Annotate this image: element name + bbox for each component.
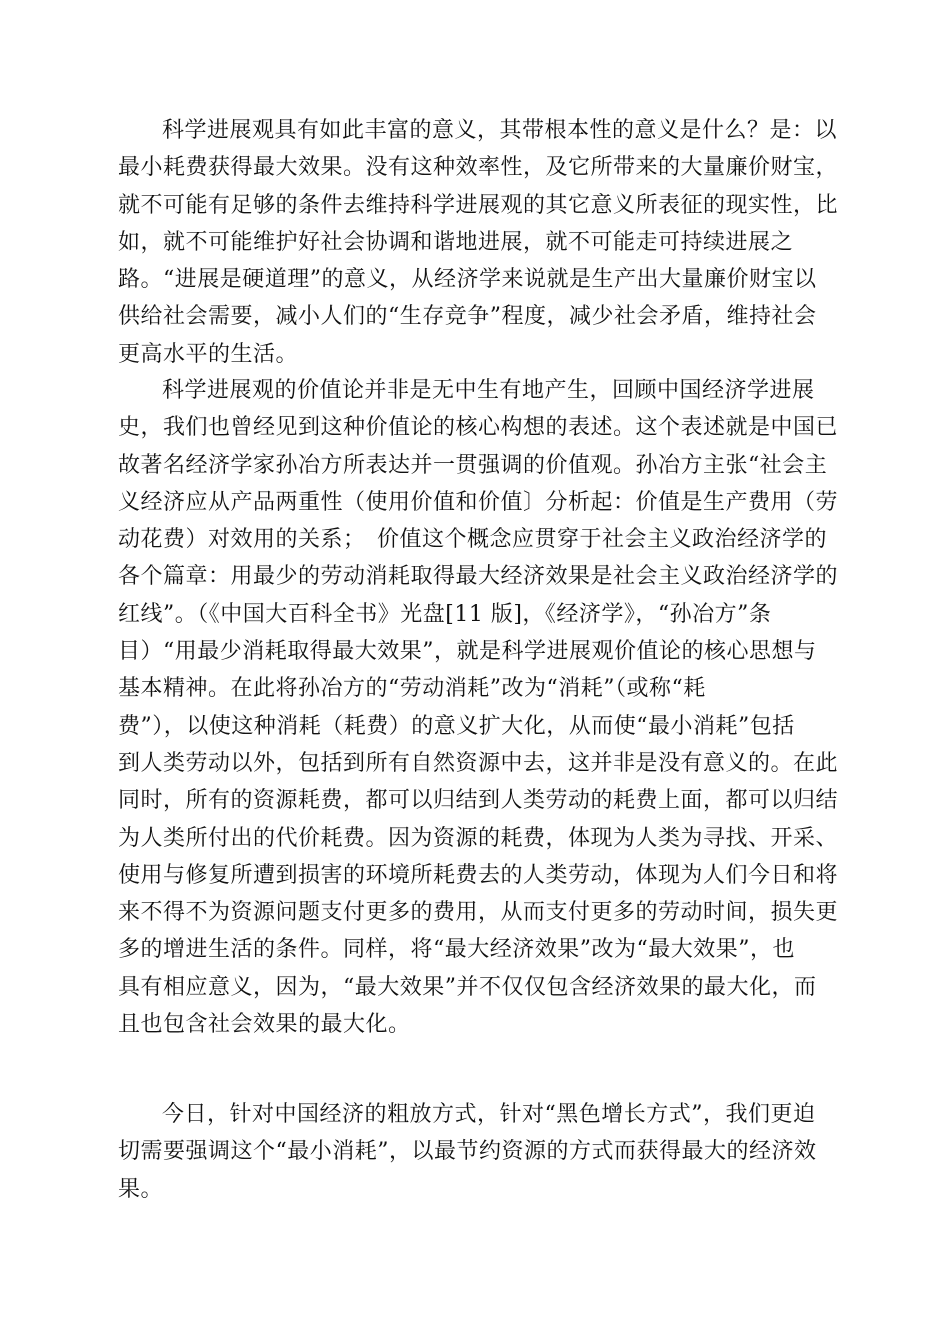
paragraph-line: 且也包含社会效果的最大化。	[118, 1012, 411, 1038]
paragraph-line: 费”），以使这种消耗（耗费）的意义扩大化，从而使“最小消耗”包括	[118, 713, 795, 739]
paragraph-line: 供给社会需要，减小人们的“生存竞争”程度，减少社会矛盾，维持社会	[118, 304, 817, 330]
paragraph-line: 史，我们也曾经见到这种价值论的核心构想的表述。这个表述就是中国已	[118, 415, 839, 441]
paragraph-line: 科学进展观具有如此丰富的意义，其带根本性的意义是什么？是：以	[162, 118, 838, 143]
paragraph-line: 路。“进展是硬道理”的意义，从经济学来说就是生产出大量廉价财宝以	[118, 267, 817, 293]
paragraph-line: 故著名经济学家孙冶方所表达并一贯强调的价值观。孙冶方主张“社会主	[118, 452, 828, 478]
paragraph-line: 果。	[118, 1176, 164, 1202]
paragraph-2	[118, 372, 840, 1043]
paragraph-line: 来不得不为资源问题支付更多的费用，从而支付更多的劳动时间，损失更	[118, 900, 839, 926]
paragraph-line: 更高水平的生活。	[118, 341, 299, 367]
paragraph-line: 红线”。（《中国大百科全书》光盘[11 版]，《经济学》，“孙冶方”条	[118, 601, 772, 627]
paragraph-line: 为人类所付出的代价耗费。因为资源的耗费，体现为人类为寻找、开采、	[118, 825, 839, 851]
paragraph-line: 动花费）对效用的关系； 价值这个概念应贯穿于社会主义政治经济学的	[118, 527, 828, 553]
paragraph-line: 切需要强调这个“最小消耗”，以最节约资源的方式而获得最大的经济效	[118, 1139, 817, 1165]
paragraph-line: 到人类劳动以外，包括到所有自然资源中去，这并非是没有意义的。在此	[118, 750, 839, 776]
paragraph-line: 使用与修复所遭到损害的环境所耗费去的人类劳动，体现为人们今日和将	[118, 862, 839, 888]
paragraph-line: 就不可能有足够的条件去维持科学进展观的其它意义所表征的现实性，比	[118, 192, 839, 218]
paragraph-line: 科学进展观的价值论并非是无中生有地产生，回顾中国经济学进展	[162, 378, 815, 403]
paragraph-line: 同时，所有的资源耗费，都可以归结到人类劳动的耗费上面，都可以归结	[118, 788, 839, 814]
paragraph-line: 如，就不可能维护好社会协调和谐地进展，就不可能走可持续进展之	[118, 229, 794, 255]
paragraph-3	[118, 1096, 840, 1208]
paragraph-line: 各个篇章：用最少的劳动消耗取得最大经济效果是社会主义政治经济学的	[118, 564, 839, 590]
paragraph-line: 最小耗费获得最大效果。没有这种效率性，及它所带来的大量廉价财宝，	[118, 155, 839, 181]
paragraph-line: 具有相应意义，因为，“最大效果”并不仅仅包含经济效果的最大化，而	[118, 974, 817, 1000]
paragraph-line: 基本精神。在此将孙冶方的“劳动消耗”改为“消耗”（或称“耗	[118, 676, 706, 702]
paragraph-line: 多的增进生活的条件。同样，将“最大经济效果”改为“最大效果”，也	[118, 937, 795, 963]
paragraph-line: 今日，针对中国经济的粗放方式，针对“黑色增长方式”，我们更迫	[162, 1102, 816, 1127]
paragraph-line: 义经济应从产品两重性（使用价值和价值〕分析起：价值是生产费用（劳	[118, 489, 839, 515]
paragraph-1	[118, 112, 840, 373]
paragraph-line: 目）“用最少消耗取得最大效果”，就是科学进展观价值论的核心思想与	[118, 639, 817, 665]
